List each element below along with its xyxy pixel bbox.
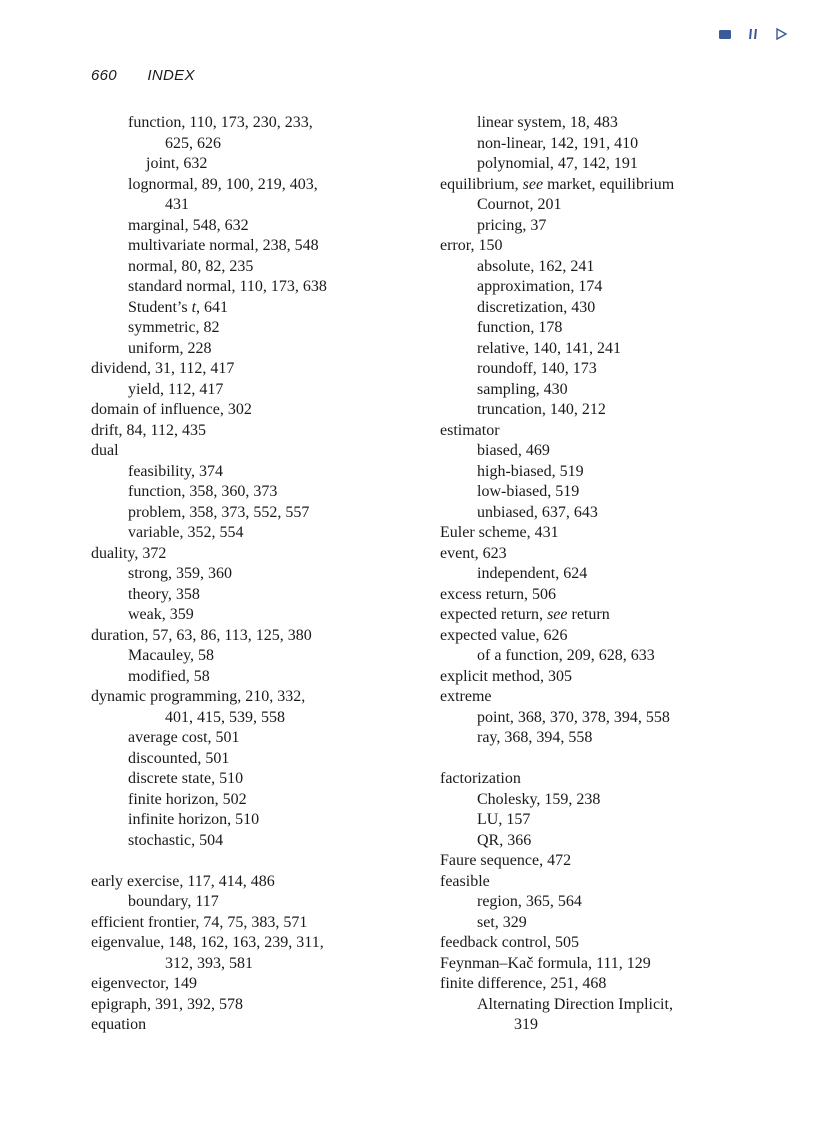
index-subentry — [91, 257, 391, 278]
index-subentry — [440, 134, 750, 155]
index-entry-text: joint, 632 — [146, 155, 208, 172]
index-entry-text: domain of influence, 302 — [91, 401, 252, 418]
index-subentry — [440, 810, 750, 831]
index-subentry — [440, 564, 750, 585]
index-subentry — [91, 728, 391, 749]
index-entry — [440, 667, 750, 688]
page-number: 660 — [91, 67, 117, 84]
index-entry-text: function, 178 — [477, 319, 563, 336]
index-section-gap — [440, 749, 750, 770]
index-subentry — [91, 195, 391, 216]
index-entry-text: dynamic programming, 210, 332, — [91, 688, 306, 705]
index-entry-text: finite horizon, 502 — [128, 790, 247, 808]
index-entry-text: Cournot, 201 — [477, 196, 562, 213]
index-entry-text-tail: , 641 — [196, 298, 229, 316]
index-entry-text: biased, 469 — [477, 442, 550, 459]
index-entry-text: discretization, 430 — [477, 298, 596, 316]
index-subentry — [440, 892, 750, 913]
index-entry-text: equation — [91, 1016, 147, 1033]
index-entry — [91, 359, 391, 380]
index-entry-text: non-linear, 142, 191, 410 — [477, 134, 639, 152]
index-entry-text: Faure sequence, 472 — [440, 852, 572, 869]
index-entry-text: multivariate normal, 238, 548 — [128, 237, 319, 254]
index-entry-text: point, 368, 370, 378, 394, 558 — [477, 708, 670, 726]
index-entry-text: expected value, 626 — [440, 626, 568, 644]
index-entry-text: weak, 359 — [128, 606, 194, 623]
index-subentry — [440, 831, 750, 852]
index-entry — [91, 933, 391, 954]
index-entry-text: variable, 352, 554 — [128, 524, 244, 541]
index-subentry — [91, 175, 391, 196]
index-subentry — [91, 790, 391, 811]
index-entry-text: independent, 624 — [477, 565, 588, 582]
index-entry — [440, 851, 750, 872]
index-entry-text: 401, 415, 539, 558 — [165, 708, 285, 726]
index-subentry — [440, 462, 750, 483]
index-entry-text: LU, 157 — [477, 811, 531, 828]
index-subentry — [91, 667, 391, 688]
index-entry-text: polynomial, 47, 142, 191 — [477, 155, 638, 172]
index-entry — [91, 687, 391, 708]
index-subentry — [91, 482, 391, 503]
index-entry-text: factorization — [440, 770, 521, 787]
index-entry-text: 431 — [165, 196, 189, 213]
index-subentry — [91, 831, 391, 852]
index-subentry — [91, 113, 391, 134]
index-entry — [440, 585, 750, 606]
index-subentry — [440, 1015, 750, 1036]
index-entry — [91, 441, 391, 462]
index-entry-text: early exercise, 117, 414, 486 — [91, 872, 275, 890]
index-subentry — [91, 216, 391, 237]
index-entry — [440, 769, 750, 790]
index-entry — [440, 175, 750, 196]
index-entry-text: function, 358, 360, 373 — [128, 483, 278, 500]
index-entry-text: Macauley, 58 — [128, 647, 215, 664]
index-entry-text: extreme — [440, 688, 492, 705]
index-subentry — [91, 810, 391, 831]
index-entry-text: explicit method, 305 — [440, 667, 572, 685]
index-entry — [440, 421, 750, 442]
index-entry-text: efficient frontier, 74, 75, 383, 571 — [91, 913, 308, 931]
running-head — [91, 67, 195, 87]
index-entry-text: eigenvalue, 148, 162, 163, 239, 311, — [91, 934, 324, 951]
index-subentry — [440, 318, 750, 339]
index-subentry — [440, 380, 750, 401]
index-subentry — [440, 913, 750, 934]
index-entry-text: epigraph, 391, 392, 578 — [91, 995, 243, 1013]
index-subentry — [440, 708, 750, 729]
index-subentry — [440, 216, 750, 237]
index-subentry — [440, 728, 750, 749]
page-title: INDEX — [147, 67, 195, 84]
index-entry-text: roundoff, 140, 173 — [477, 360, 597, 377]
index-entry — [440, 236, 750, 257]
index-entry-text: sampling, 430 — [477, 380, 568, 398]
index-entry — [440, 605, 750, 626]
index-entry-text: Cholesky, 159, 238 — [477, 790, 601, 808]
index-entry-text: low-biased, 519 — [477, 483, 580, 500]
index-entry-text: symmetric, 82 — [128, 319, 220, 336]
index-subentry — [91, 154, 391, 175]
index-subentry — [440, 257, 750, 278]
index-entry-text: dividend, 31, 112, 417 — [91, 360, 235, 377]
index-entry — [440, 974, 750, 995]
index-entry-text: drift, 84, 112, 435 — [91, 421, 206, 439]
index-subentry — [440, 298, 750, 319]
index-entry-text: standard normal, 110, 173, 638 — [128, 278, 327, 295]
index-subentry — [440, 646, 750, 667]
index-entry-text: ray, 368, 394, 558 — [477, 729, 593, 746]
index-subentry — [91, 503, 391, 524]
index-entry-text: expected return, — [440, 606, 548, 623]
index-subentry — [91, 134, 391, 155]
index-entry-text: linear system, 18, 483 — [477, 114, 618, 131]
index-entry-text: truncation, 140, 212 — [477, 401, 606, 418]
index-entry-text: pricing, 37 — [477, 216, 547, 234]
index-entry-text: unbiased, 637, 643 — [477, 503, 598, 521]
index-subentry — [91, 339, 391, 360]
index-subentry — [440, 503, 750, 524]
index-entry-text: boundary, 117 — [128, 893, 219, 910]
index-subentry — [440, 790, 750, 811]
index-entry-text: theory, 358 — [128, 585, 200, 603]
index-subentry — [440, 482, 750, 503]
index-entry-text: absolute, 162, 241 — [477, 257, 595, 275]
index-subentry — [440, 359, 750, 380]
index-entry — [440, 523, 750, 544]
index-subentry — [91, 585, 391, 606]
index-entry-text: event, 623 — [440, 544, 507, 562]
index-entry-italic: t — [191, 298, 197, 316]
index-subentry — [91, 380, 391, 401]
index-entry-text: equilibrium, — [440, 175, 523, 193]
index-subentry — [440, 113, 750, 134]
index-entry-text: function, 110, 173, 230, 233, — [128, 114, 313, 131]
index-subentry — [91, 892, 391, 913]
index-entry-text: yield, 112, 417 — [128, 380, 224, 398]
index-entry-text: uniform, 228 — [128, 339, 212, 357]
index-subentry — [440, 195, 750, 216]
index-subentry — [91, 523, 391, 544]
play-icon[interactable] — [774, 26, 788, 40]
index-entry-text: duality, 372 — [91, 544, 167, 562]
first-page-icon[interactable] — [718, 26, 732, 40]
index-entry-text: Alternating Direction Implicit, — [477, 995, 673, 1013]
index-entry — [91, 913, 391, 934]
index-entry-text-tail: market, equilibrium — [543, 175, 675, 193]
index-entry-text: QR, 366 — [477, 831, 532, 849]
index-subentry — [91, 605, 391, 626]
pause-icon[interactable] — [746, 26, 760, 40]
index-subentry — [440, 995, 750, 1016]
index-subentry — [91, 646, 391, 667]
index-entry-text: problem, 358, 373, 552, 557 — [128, 503, 310, 521]
index-entry-text: approximation, 174 — [477, 278, 603, 295]
index-subentry — [91, 277, 391, 298]
index-entry-text: estimator — [440, 421, 500, 439]
index-column-right — [440, 113, 750, 1036]
index-entry — [91, 626, 391, 647]
index-entry-text: error, 150 — [440, 237, 503, 254]
index-entry — [440, 687, 750, 708]
index-subentry — [91, 236, 391, 257]
index-entry-text: normal, 80, 82, 235 — [128, 257, 254, 275]
index-entry-text: feasibility, 374 — [128, 462, 223, 480]
index-entry-text: feedback control, 505 — [440, 934, 580, 951]
index-entry-text: infinite horizon, 510 — [128, 811, 260, 828]
index-entry — [91, 400, 391, 421]
index-entry-text: 625, 626 — [165, 134, 221, 152]
index-entry — [440, 933, 750, 954]
index-entry — [91, 872, 391, 893]
index-entry — [440, 544, 750, 565]
index-entry-text: stochastic, 504 — [128, 831, 224, 849]
index-entry-text: modified, 58 — [128, 667, 210, 685]
index-entry — [91, 421, 391, 442]
index-entry — [440, 626, 750, 647]
index-entry-text: discrete state, 510 — [128, 770, 244, 787]
index-entry-text: excess return, 506 — [440, 585, 556, 603]
index-entry-text: strong, 359, 360 — [128, 565, 232, 582]
index-entry — [91, 544, 391, 565]
index-entry-text: marginal, 548, 632 — [128, 216, 249, 234]
index-entry-text: feasible — [440, 872, 490, 890]
index-entry — [91, 995, 391, 1016]
index-subentry — [91, 769, 391, 790]
index-subentry — [440, 441, 750, 462]
index-entry-text: eigenvector, 149 — [91, 975, 197, 992]
index-subentry — [440, 400, 750, 421]
index-entry — [91, 1015, 391, 1036]
index-entry-text: relative, 140, 141, 241 — [477, 339, 621, 357]
index-entry-text: lognormal, 89, 100, 219, 403, — [128, 175, 318, 193]
index-entry-text: duration, 57, 63, 86, 113, 125, 380 — [91, 626, 312, 644]
index-entry-text: dual — [91, 442, 119, 459]
index-entry-text: high-biased, 519 — [477, 462, 584, 480]
index-subentry — [91, 749, 391, 770]
index-entry-text: finite difference, 251, 468 — [440, 975, 607, 992]
index-subentry — [440, 339, 750, 360]
index-subentry — [91, 708, 391, 729]
index-entry-text: discounted, 501 — [128, 749, 230, 767]
index-subentry — [91, 462, 391, 483]
index-entry-text: Euler scheme, 431 — [440, 524, 559, 541]
index-entry — [440, 954, 750, 975]
index-subentry — [91, 318, 391, 339]
index-subentry — [440, 154, 750, 175]
index-entry-text: 312, 393, 581 — [165, 954, 253, 972]
index-entry-text: average cost, 501 — [128, 729, 240, 746]
index-entry-italic: see — [547, 606, 568, 623]
index-subentry — [91, 564, 391, 585]
index-entry-text: 319 — [514, 1016, 538, 1033]
index-entry-italic: see — [522, 175, 544, 193]
index-section-gap — [91, 851, 391, 872]
index-entry-text: Feynman–Kač formula, 111, 129 — [440, 954, 651, 972]
index-subentry — [91, 954, 391, 975]
index-entry-text: region, 365, 564 — [477, 893, 582, 910]
index-entry-text: set, 329 — [477, 913, 527, 931]
index-subentry — [91, 298, 391, 319]
index-entry-text-tail: return — [567, 606, 610, 623]
index-entry — [440, 872, 750, 893]
index-subentry — [440, 277, 750, 298]
index-entry-text: of a function, 209, 628, 633 — [477, 647, 655, 664]
index-entry — [91, 974, 391, 995]
index-column-left — [91, 113, 391, 1036]
index-entry-text: Student’s — [128, 298, 192, 316]
